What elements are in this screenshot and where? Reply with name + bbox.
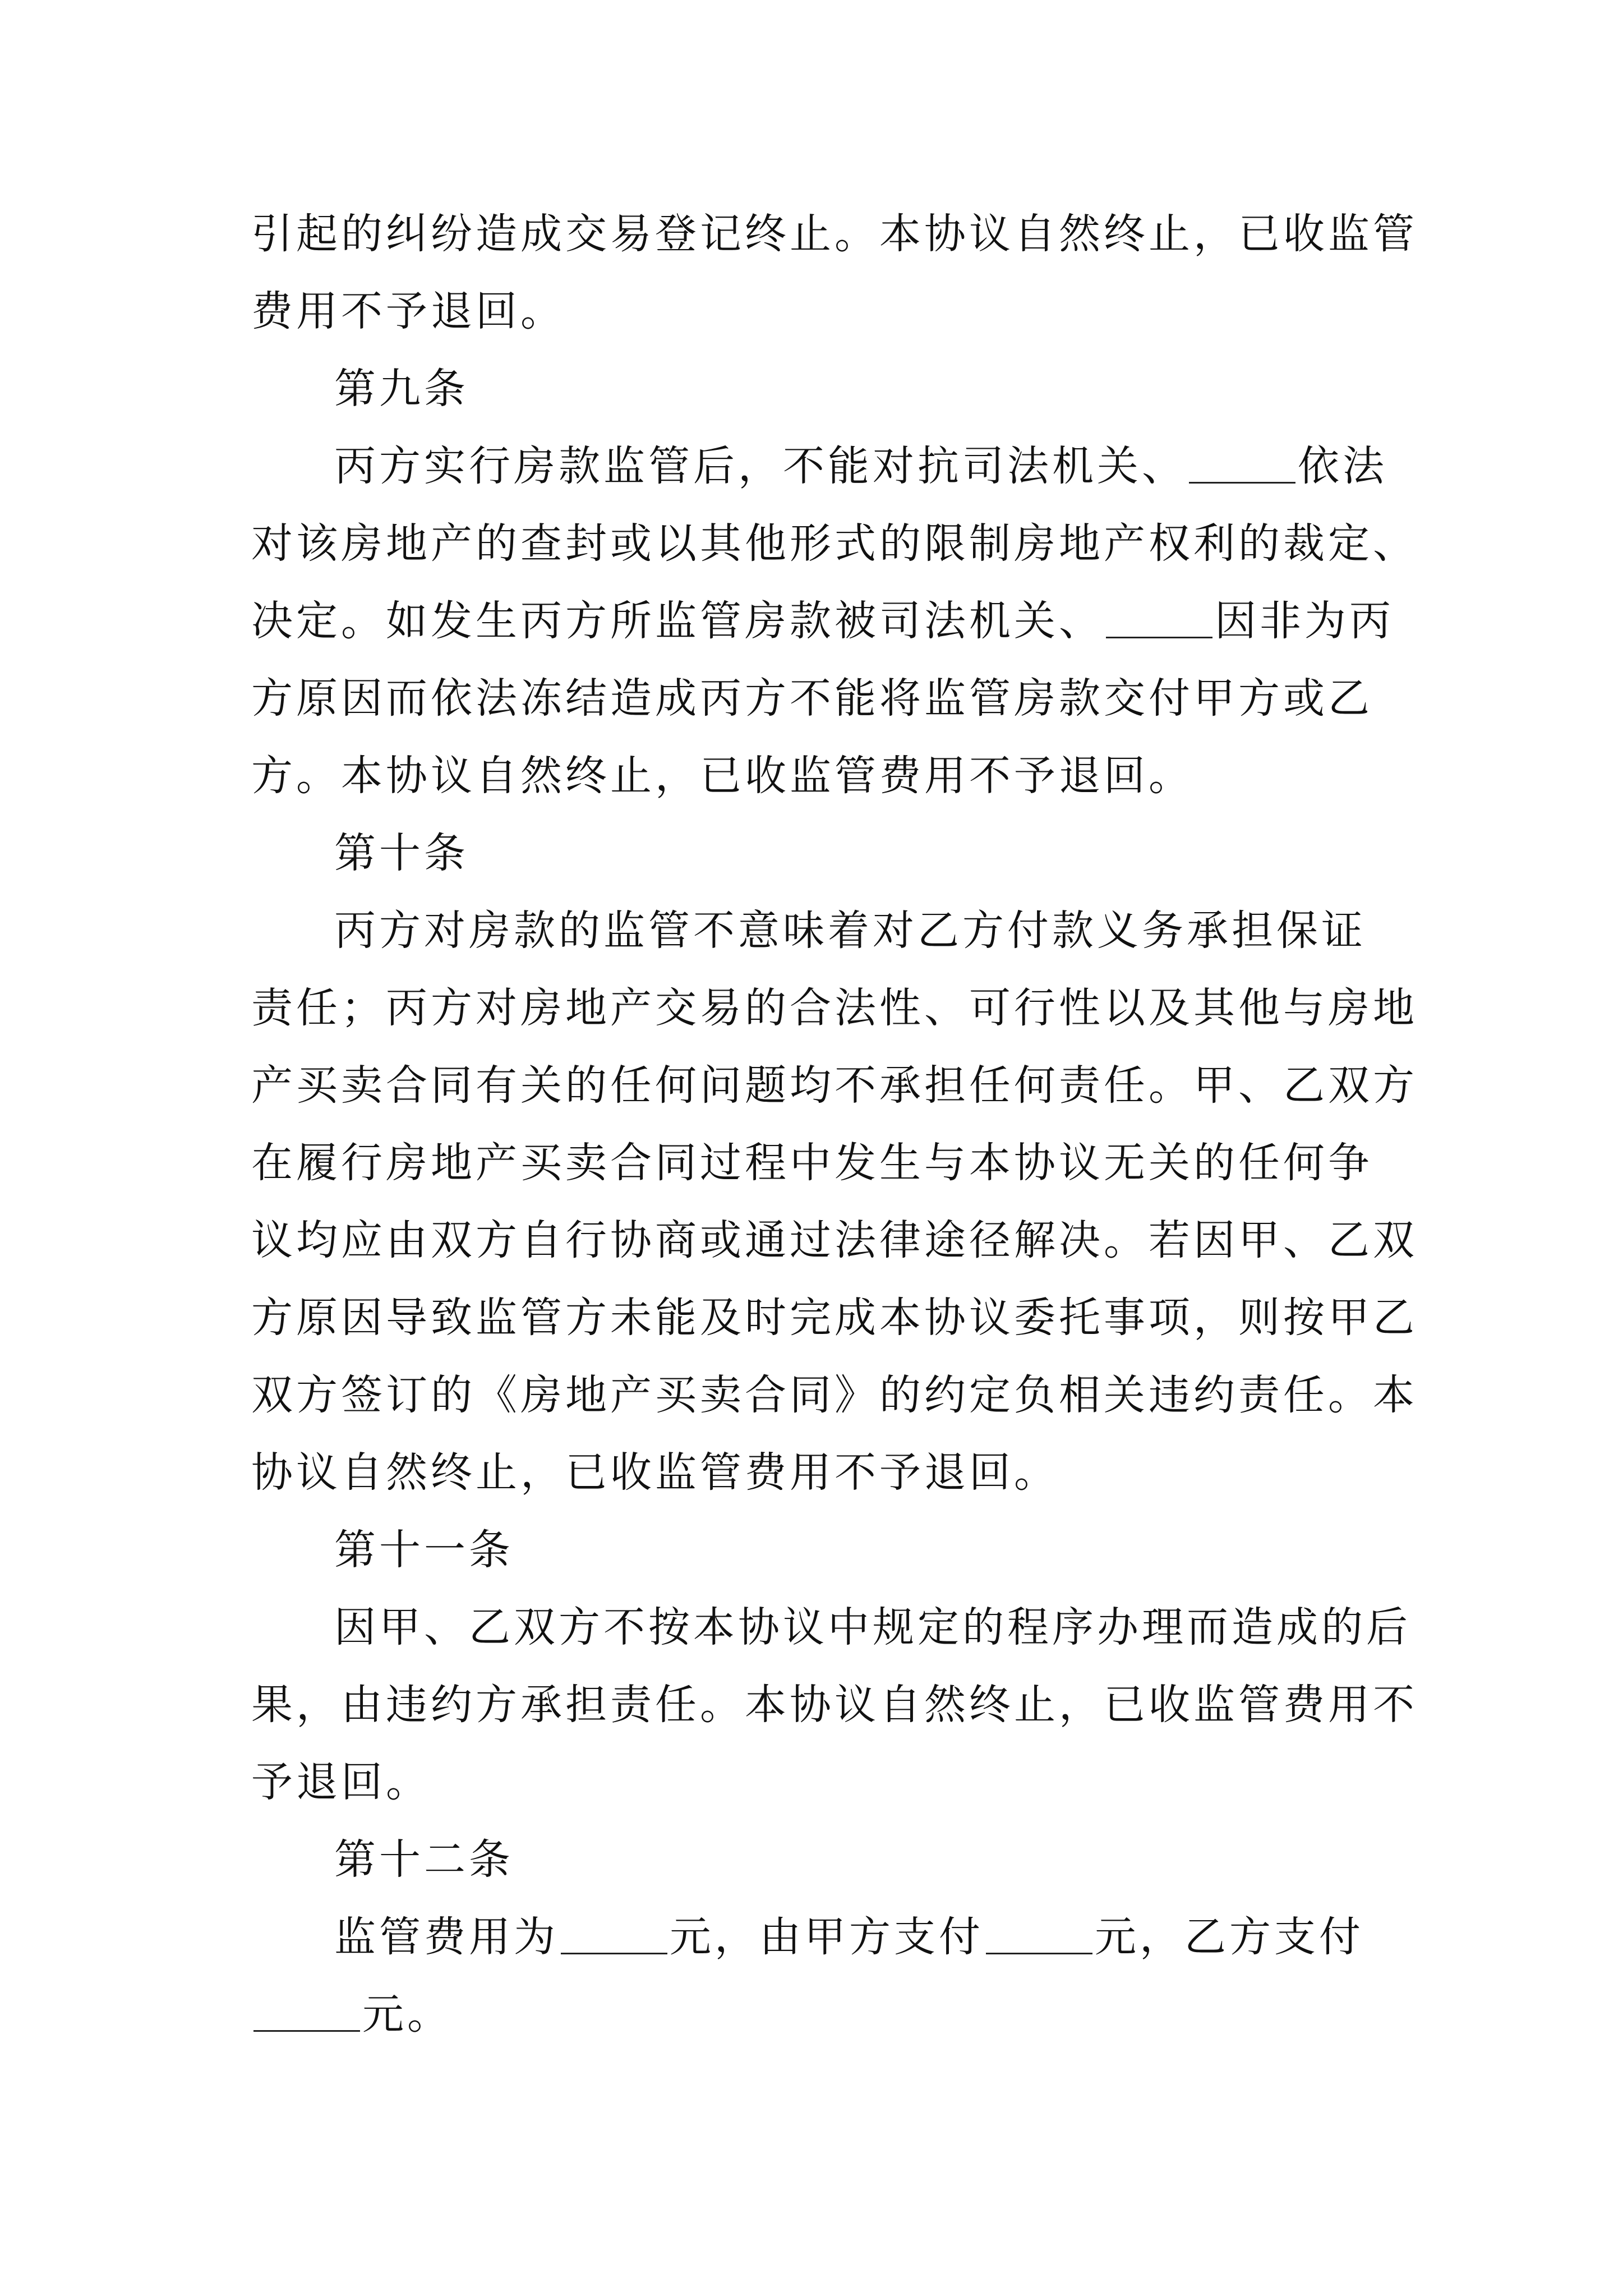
text-line: 责任；丙方对房地产交易的合法性、可行性以及其他与房地 [251,984,1418,1032]
article-heading: 第十条 [334,829,469,877]
fill-in-blank [253,1991,360,2032]
article-12-body [251,1898,1390,2053]
article-9-heading [251,350,1390,427]
article-heading: 第九条 [334,365,469,413]
text-line: 丙方对房款的监管不意味着对乙方付款义务承担保证 [334,907,1366,955]
article-10-body [251,892,1418,1511]
text-line [251,582,1394,660]
article-11-heading [251,1511,1390,1589]
text-segment: 监管费用为 [334,1913,559,1961]
text-line: 对该房地产的查封或以其他形式的限制房地产权利的裁定、 [251,519,1418,568]
text-line: 议均应由双方自行协商或通过法律途径解决。若因甲、乙双 [251,1216,1418,1264]
article-11-body [251,1589,1418,1821]
text-line [251,1898,1390,1976]
article-heading: 第十二条 [334,1835,514,1884]
text-line [251,1976,1390,2053]
article-12-heading [251,1821,1390,1898]
text-segment: 元。 [362,1990,452,2039]
article-heading: 第十一条 [334,1526,514,1574]
text-line [251,427,1390,505]
article-10-heading [251,815,1390,892]
text-line: 在履行房地产买卖合同过程中发生与本协议无关的任何争 [251,1139,1373,1187]
text-segment: 元，乙方支付 [1095,1913,1364,1961]
text-line: 方。本协议自然终止，已收监管费用不予退回。 [251,752,1193,800]
text-line: 方原因导致监管方未能及时完成本协议委托事项，则按甲乙 [251,1294,1418,1342]
text-segment: 丙方实行房款监管后，不能对抗司法机关、 [334,442,1187,490]
fill-in-blank [986,1913,1092,1954]
text-segment: 因非为丙 [1215,597,1394,645]
paragraph-continuation [251,195,1418,350]
text-line: 予退回。 [251,1758,431,1806]
fill-in-blank [1106,597,1212,638]
text-line: 双方签订的《房地产买卖合同》的约定负相关违约责任。本 [251,1371,1418,1419]
text-line: 果，由违约方承担责任。本协议自然终止，已收监管费用不 [251,1681,1418,1729]
text-line: 费用不予退回。 [251,287,565,335]
fill-in-blank [561,1913,667,1954]
text-line: 因甲、乙双方不按本协议中规定的程序办理而造成的后 [334,1603,1411,1651]
text-line: 方原因而依法冻结造成丙方不能将监管房款交付甲方或乙 [251,674,1373,723]
text-segment: 决定。如发生丙方所监管房款被司法机关、 [251,597,1104,645]
text-line: 产买卖合同有关的任何问题均不承担任何责任。甲、乙双方 [251,1061,1418,1110]
text-segment: 依法 [1298,442,1387,490]
text-line: 协议自然终止，已收监管费用不予退回。 [251,1448,1059,1497]
text-segment: 元，由甲方支付 [670,1913,984,1961]
text-line: 引起的纠纷造成交易登记终止。本协议自然终止，已收监管 [251,210,1418,258]
article-9-body [251,427,1418,815]
fill-in-blank [1189,443,1295,484]
document-body [251,195,1418,2053]
